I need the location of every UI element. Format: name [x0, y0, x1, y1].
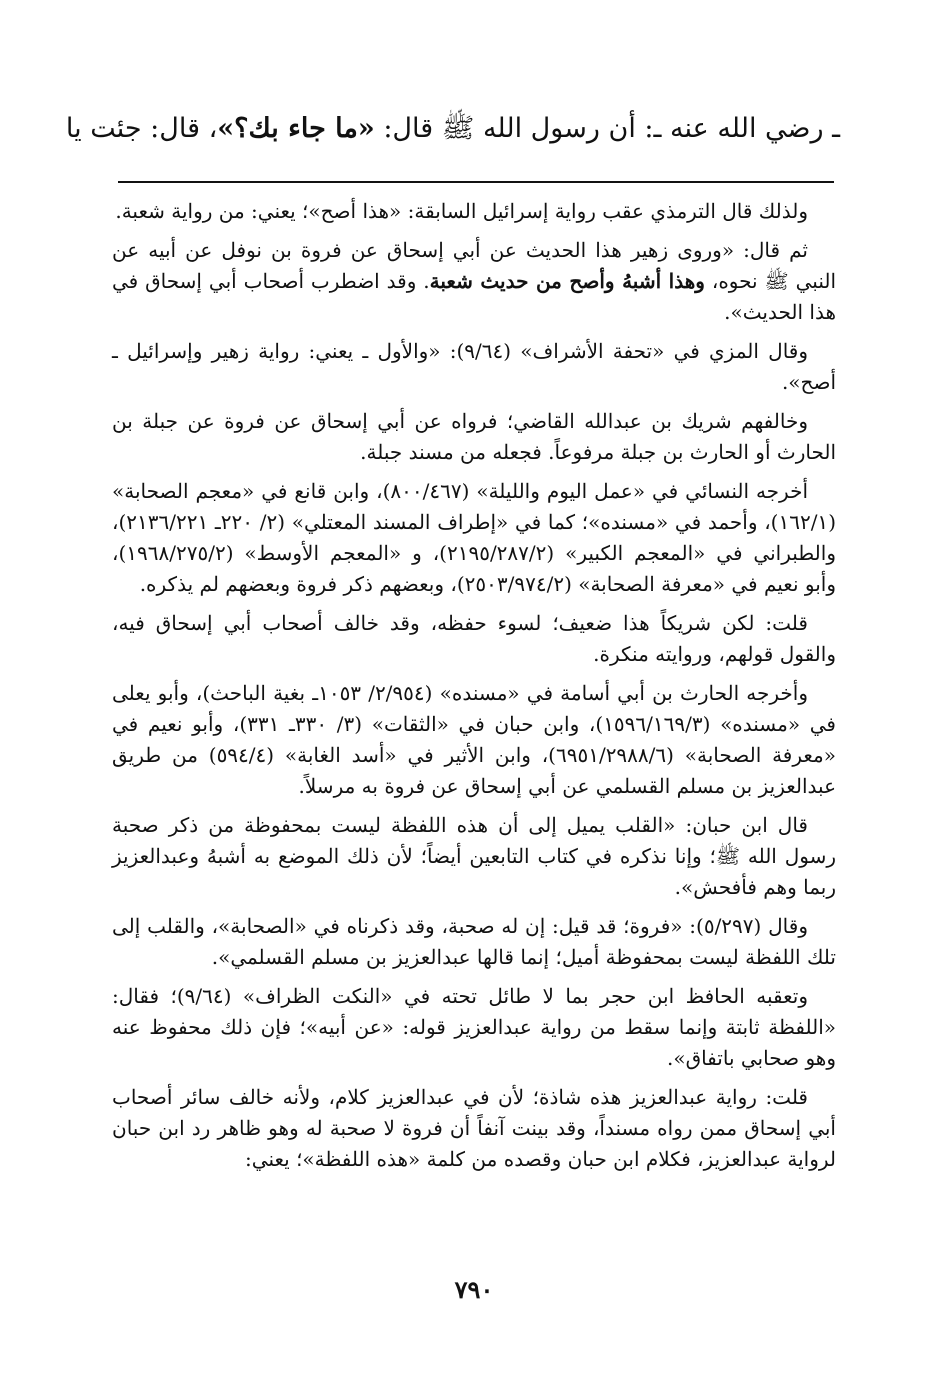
- page-number: ٧٩٠: [454, 1275, 494, 1304]
- footnote-paragraph-3: وقال المزي في «تحفة الأشراف» (٩/٦٤): «والأول ـ يعني: رواية زهير وإسرائيل ـ أصح».: [112, 339, 836, 394]
- main-text-bold-quote: «ما جاء بك؟»: [217, 113, 375, 144]
- footnote-paragraph-1: ولذلك قال الترمذي عقب رواية إسرائيل السابقة: «هذا أصح»؛ يعني: من رواية شعبة.: [115, 199, 808, 223]
- footnote-separator: [118, 181, 834, 183]
- footnote-p2-part-1: ثم قال: «وروى زهير هذا الحديث عن أبي إسحاق عن فروة بن نوفل عن أبيه عن النبي ﷺ نحوه،: [112, 238, 837, 293]
- main-text-part-2: ، قال: جئت يا: [65, 113, 218, 144]
- footnote-paragraph-4: وخالفهم شريك بن عبدالله القاضي؛ فرواه عن أبي إسحاق عن فروة عن جبلة بن الحارث أو الحارث بن جبلة مرفوعاً. فجعله من مسند جبلة.: [112, 409, 836, 464]
- footnote-paragraph-7: وأخرجه الحارث بن أبي أسامة في «مسنده» (٢/٩٥٤/ ١٠٥٣ـ بغية الباحث)، وأبو يعلى في «مسنده» (١٥٩٦/١٦٩/٣)، وابن حبان في «الثقات» (٣/ ٣٣٠ـ ٣٣١)، وأبو نعيم في «معرفة الصحابة» (٦٩٥١/٢٩٨٨/٦)، وابن الأثير في «أسد الغابة» (٥٩٤/٤) من طريق عبدالعزيز بن مسلم القسلمي عن أبي إسحاق عن فروة به مرسلاً.: [112, 681, 836, 798]
- footnotes-block: [112, 196, 836, 1183]
- footnote-paragraph-8: قال ابن حبان: «القلب يميل إلى أن هذه اللفظة ليست بمحفوظة من ذكر صحبة رسول الله ﷺ؛ وإنا نذكره في كتاب التابعين أيضاً؛ لأن ذلك الموضع به أشبهُ وعبدالعزيز ربما وهم فأفحش».: [112, 813, 836, 899]
- footnote-paragraph-9: وقال (٥/٢٩٧): «فروة؛ قد قيل: إن له صحبة، وقد ذكرناه في «الصحابة»، والقلب إلى تلك اللفظة ليست بمحفوظة أميل؛ إنما قالها عبدالعزيز بن مسلم القسلمي».: [112, 914, 836, 969]
- footnote-p2-part-2: . وقد اضطرب أصحاب أبي إسحاق في هذا الحديث».: [112, 269, 836, 324]
- main-text-line: [65, 110, 840, 148]
- footnote-paragraph-5: أخرجه النسائي في «عمل اليوم والليلة» (٨٠٠/٤٦٧)، وابن قانع في «معجم الصحابة» (١٦٢/١)، وأحمد في «مسنده»؛ كما في «إطراف المسند المعتلي» (٢/ ٢٢٠ـ ٢١٣٦/٢٢١)، والطبراني في «المعجم الكبير» (٢١٩٥/٢٨٧/٢)، و «المعجم الأوسط» (١٩٦٨/٢٧٥/٢)، وأبو نعيم في «معرفة الصحابة» (٢٥٠٣/٩٧٤/٢)، وبعضهم ذكر فروة وبعضهم لم يذكره.: [112, 479, 836, 596]
- footnote-p2-bold: وهذا أشبهُ وأصح من حديث شعبة: [429, 269, 705, 293]
- footnote-paragraph-11: قلت: رواية عبدالعزيز هذه شاذة؛ لأن في عبدالعزيز كلام، ولأنه خالف سائر أصحاب أبي إسحاق ممن رواه مسنداً، وقد بينت آنفاً أن فروة لا صحبة له وهو ظاهر رد ابن حبان لرواية عبدالعزيز، فكلام ابن حبان وقصده من كلمة «هذه اللفظة»؛ يعني:: [112, 1085, 836, 1171]
- footnote-paragraph-10: وتعقبه الحافظ ابن حجر بما لا طائل تحته في «النكت الظراف» (٩/٦٤)؛ فقال: «اللفظة ثابتة وإنما سقط من رواية عبدالعزيز قوله: «عن أبيه»؛ فإن ذلك محفوظ عنه وهو صحابي باتفاق».: [112, 984, 836, 1070]
- footnote-paragraph-2: [112, 235, 836, 328]
- footnote-paragraph-6: قلت: لكن شريكاً هذا ضعيف؛ لسوء حفظه، وقد خالف أصحاب أبي إسحاق فيه، والقول قولهم، وروايته منكرة.: [112, 611, 836, 666]
- main-text-part-1: ـ رضي الله عنه ـ: أن رسول الله ﷺ قال:: [374, 113, 840, 144]
